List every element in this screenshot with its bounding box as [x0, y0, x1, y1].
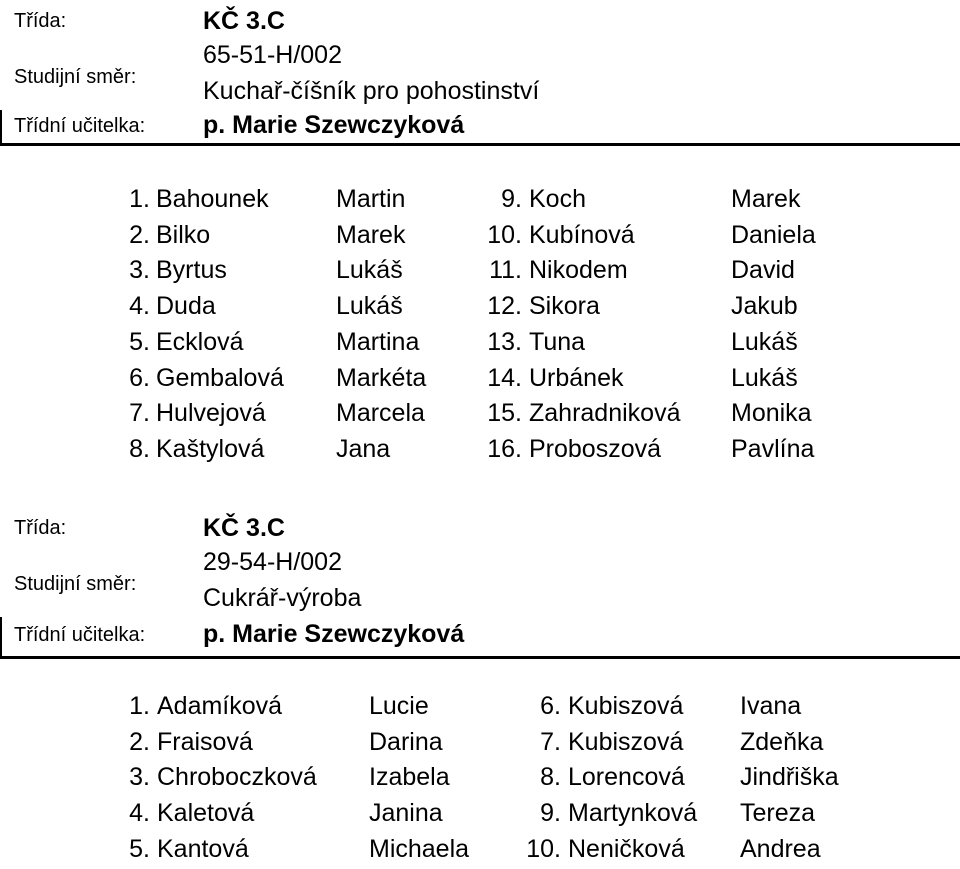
field-name: Cukrář-výroba — [203, 584, 362, 612]
student-number: 9. — [540, 799, 561, 828]
student-number: 2. — [129, 220, 150, 249]
field-label: Studijní směr: — [14, 573, 137, 595]
list-item — [0, 690, 960, 726]
teacher-value: p. Marie Szewczyková — [203, 620, 465, 648]
student-surname: Neničková — [568, 834, 685, 863]
student-number: 14. — [487, 363, 522, 392]
list-item — [0, 397, 960, 433]
header-divider — [0, 656, 960, 659]
student-number: 8. — [540, 763, 561, 792]
student-first-name: Ivana — [740, 692, 802, 720]
student-surname: Ecklová — [156, 327, 244, 356]
field-code: 29-54-H/002 — [203, 548, 342, 576]
student-first-name: Darina — [369, 727, 443, 756]
student-surname: Koch — [529, 185, 586, 213]
header-divider — [0, 143, 960, 146]
student-number: 10. — [526, 834, 561, 863]
list-item — [0, 219, 960, 255]
student-first-name: Jindřiška — [740, 763, 839, 792]
student-surname: Tuna — [529, 327, 586, 356]
list-item — [0, 362, 960, 398]
student-first-name: Daniela — [731, 220, 816, 249]
student-first-name: Lucie — [369, 692, 429, 720]
student-first-name: Lukáš — [336, 292, 403, 321]
student-surname: Nikodem — [529, 256, 628, 285]
student-surname: Bahounek — [156, 185, 269, 213]
student-surname: Byrtus — [156, 256, 227, 285]
student-first-name: Markéta — [336, 363, 427, 392]
teacher-label: Třídní učitelka: — [14, 624, 146, 646]
student-number: 6. — [129, 363, 150, 392]
student-number: 13. — [487, 327, 522, 356]
list-item — [0, 797, 960, 833]
student-number: 10. — [487, 220, 522, 249]
student-first-name: Michaela — [369, 834, 470, 863]
teacher-label: Třídní učitelka: — [14, 115, 146, 137]
student-number: 1. — [129, 692, 150, 720]
student-surname: Bilko — [156, 220, 211, 249]
student-first-name: Jana — [336, 434, 391, 463]
student-number: 3. — [129, 256, 150, 285]
student-first-name: Martina — [336, 327, 420, 356]
student-first-name: Martin — [336, 185, 406, 213]
class-label: Třída: — [14, 10, 67, 32]
list-item — [0, 326, 960, 362]
student-first-name: Andrea — [740, 834, 821, 863]
student-surname: Lorencová — [568, 763, 685, 792]
student-surname: Fraisová — [157, 727, 253, 756]
student-surname: Kantová — [157, 834, 249, 863]
student-number: 8. — [129, 434, 150, 463]
student-first-name: Lukáš — [336, 256, 403, 285]
list-item — [0, 726, 960, 762]
field-label: Studijní směr: — [14, 66, 137, 88]
student-first-name: Lukáš — [731, 327, 798, 356]
list-item — [0, 290, 960, 326]
list-item — [0, 761, 960, 797]
class-value: KČ 3.C — [203, 514, 285, 542]
student-number: 11. — [489, 256, 522, 285]
student-surname: Kaletová — [157, 799, 255, 828]
student-surname: Duda — [156, 292, 216, 321]
student-number: 1. — [129, 185, 150, 213]
student-first-name: Marek — [336, 220, 406, 249]
student-surname: Gembalová — [156, 363, 284, 392]
student-first-name: Jakub — [731, 292, 798, 321]
student-surname: Chroboczková — [157, 763, 317, 792]
student-first-name: Lukáš — [731, 363, 798, 392]
student-number: 4. — [129, 799, 150, 828]
class-value: KČ 3.C — [203, 7, 285, 35]
field-code: 65-51-H/002 — [203, 41, 342, 69]
student-first-name: Izabela — [369, 763, 450, 792]
student-surname: Urbánek — [529, 363, 624, 392]
student-surname: Kubiszová — [568, 727, 684, 756]
field-name: Kuchař-číšník pro pohostinství — [203, 77, 540, 105]
student-surname: Martynková — [568, 799, 698, 828]
list-item — [0, 833, 960, 869]
student-surname: Zahradniková — [529, 399, 681, 428]
student-first-name: Janina — [369, 799, 443, 828]
student-number: 7. — [540, 727, 561, 756]
student-first-name: Zdeňka — [740, 727, 824, 756]
student-surname: Proboszová — [529, 434, 662, 463]
student-surname: Sikora — [529, 292, 600, 321]
student-first-name: Pavlína — [731, 434, 815, 463]
student-surname: Kaštylová — [156, 434, 265, 463]
student-surname: Kubiszová — [568, 692, 684, 720]
student-first-name: Marcela — [336, 399, 425, 428]
teacher-value: p. Marie Szewczyková — [203, 111, 465, 139]
student-surname: Hulvejová — [156, 399, 266, 428]
list-item — [0, 183, 960, 219]
student-first-name: Marek — [731, 185, 801, 213]
list-item — [0, 254, 960, 290]
student-number: 3. — [129, 763, 150, 792]
student-number: 6. — [540, 692, 561, 720]
class-label: Třída: — [14, 517, 67, 539]
student-number: 12. — [487, 292, 522, 321]
student-first-name: Monika — [731, 399, 812, 428]
student-number: 4. — [129, 292, 150, 321]
student-first-name: Tereza — [740, 799, 816, 828]
student-surname: Adamíková — [157, 692, 283, 720]
student-first-name: David — [731, 256, 795, 285]
student-number: 5. — [129, 327, 150, 356]
student-number: 15. — [487, 399, 522, 428]
student-number: 16. — [487, 434, 522, 463]
list-item — [0, 433, 960, 469]
header-left-rule — [0, 617, 2, 657]
student-number: 9. — [501, 185, 522, 213]
student-surname: Kubínová — [529, 220, 635, 249]
header-left-rule — [0, 110, 2, 144]
student-number: 5. — [129, 834, 150, 863]
student-number: 2. — [129, 727, 150, 756]
student-number: 7. — [129, 399, 150, 428]
